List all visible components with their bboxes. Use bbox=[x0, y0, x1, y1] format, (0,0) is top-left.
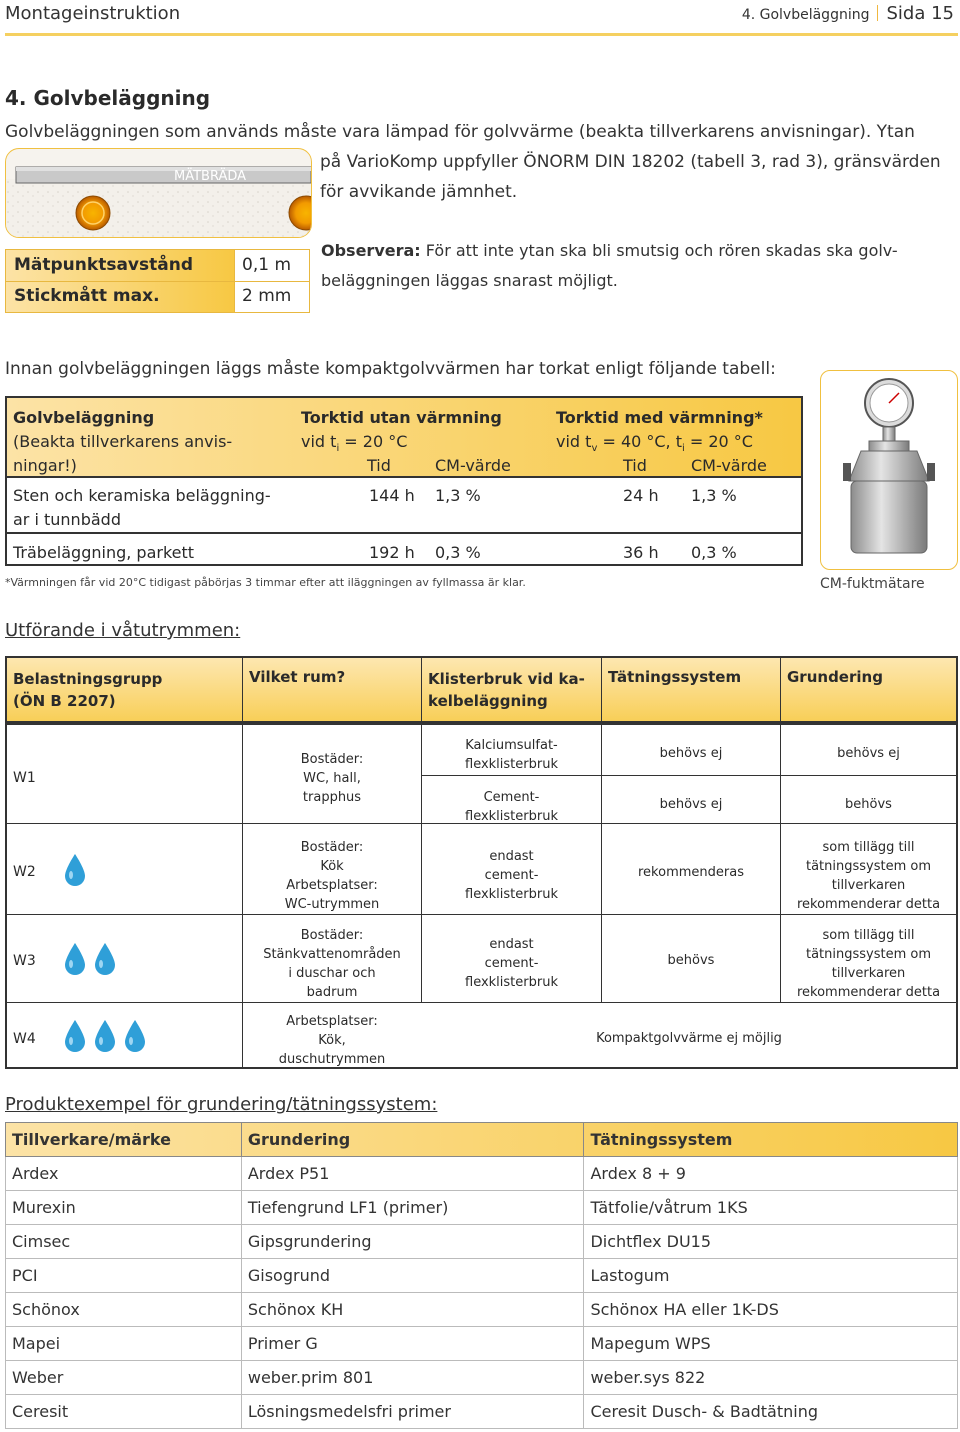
brand-cell: Cimsec bbox=[6, 1225, 242, 1259]
w1-adhesive-2: Cement- flexklisterbruk bbox=[465, 790, 558, 824]
measurement-table bbox=[5, 249, 310, 313]
intro-line-2: på VarioKomp uppfyller ÖNORM DIN 18202 (tabell 3, rad 3), gränsvärden bbox=[320, 152, 941, 172]
brand-cell: Schönox bbox=[6, 1293, 242, 1327]
table-row bbox=[6, 1361, 958, 1395]
section-heading: 4. Golvbeläggning bbox=[5, 86, 211, 110]
water-drop-icon bbox=[64, 942, 86, 976]
w2-sealing: rekommenderas bbox=[638, 865, 744, 880]
wet-hline-2 bbox=[7, 914, 956, 915]
header-rule bbox=[5, 33, 958, 36]
document-title: Montageinstruktion bbox=[5, 3, 181, 24]
drying-intro: Innan golvbeläggningen läggs måste kompaktgolvvärmen har torkat enligt följande tabell: bbox=[5, 359, 776, 379]
page-header-right bbox=[742, 3, 954, 24]
cm-meter-caption: CM-fuktmätare bbox=[820, 576, 925, 592]
section-name: 4. Golvbeläggning bbox=[741, 7, 870, 23]
w2-adhesive: endast cement- flexklisterbruk bbox=[465, 849, 558, 902]
w3-adhesive: endast cement- flexklisterbruk bbox=[465, 937, 558, 990]
w1-room: Bostäder: WC, hall, trapphus bbox=[300, 752, 364, 805]
header-divider bbox=[877, 5, 878, 21]
stone-cm-heat: 1,3 % bbox=[691, 486, 737, 505]
water-drop-icon bbox=[64, 853, 86, 887]
wet-head-room: Vilket rum? bbox=[249, 668, 346, 686]
observe-label: Observera: bbox=[321, 241, 421, 260]
sealing-cell: Ardex 8 + 9 bbox=[584, 1157, 958, 1191]
brand-cell: Murexin bbox=[6, 1191, 242, 1225]
measurement-row-divider bbox=[6, 281, 309, 282]
primer-cell: Primer G bbox=[241, 1327, 584, 1361]
w3-primer: som tillägg till tätningssystem om tillverkaren rekommenderar detta bbox=[796, 928, 941, 1000]
board-label: MÄTBRÄDA bbox=[174, 169, 247, 184]
stone-time-noheat: 144 h bbox=[369, 486, 415, 505]
sealing-cell: Ceresit Dusch- & Badtätning bbox=[584, 1395, 958, 1429]
water-drop-icon bbox=[94, 1019, 116, 1053]
primer-cell: Ardex P51 bbox=[241, 1157, 584, 1191]
sealing-cell: Lastogum bbox=[584, 1259, 958, 1293]
products-table bbox=[5, 1122, 958, 1429]
wet-rooms-title: Utförande i våtutrymmen: bbox=[5, 620, 241, 641]
primer-cell: Gipsgrundering bbox=[241, 1225, 584, 1259]
w2-drops bbox=[64, 853, 94, 887]
w2-primer: som tillägg till tätningssystem om tillverkaren rekommenderar detta bbox=[796, 840, 941, 912]
water-drop-icon bbox=[64, 1019, 86, 1053]
w1-primer-1: behövs ej bbox=[837, 746, 900, 761]
observe-note-line-1 bbox=[321, 236, 898, 266]
table-row bbox=[6, 1191, 958, 1225]
w1-primer-2: behövs bbox=[845, 797, 892, 812]
w3-drops bbox=[64, 942, 124, 976]
drying-col3-sub: vid $t_v = 40$ °C, $t_i = 20$ °C bbox=[556, 432, 753, 454]
drying-col1-title: Golvbeläggning bbox=[13, 408, 155, 427]
primer-cell: weber.prim 801 bbox=[241, 1361, 584, 1395]
drying-table bbox=[5, 396, 803, 568]
primer-cell: Tiefengrund LF1 (primer) bbox=[241, 1191, 584, 1225]
water-drop-icon bbox=[94, 942, 116, 976]
w3-room: Bostäder: Stänkvattenområden i duschar och badrum bbox=[263, 928, 401, 1000]
wet-head-primer: Grundering bbox=[787, 668, 883, 686]
drying-footnote: *Värmningen får vid 20°C tidigast påbörjas 3 timmar efter att iläggningen av fyllmassa är klar. bbox=[5, 576, 526, 589]
w4-room: Arbetsplatser: Kök, duschutrymmen bbox=[278, 1014, 386, 1067]
drying-col2-tid: Tid bbox=[367, 456, 391, 475]
wet-hline-w1-split bbox=[421, 775, 956, 776]
brand-cell: PCI bbox=[6, 1259, 242, 1293]
observe-note-line-2: beläggningen läggas snarast möjligt. bbox=[321, 271, 618, 290]
table-row bbox=[6, 1225, 958, 1259]
table-row bbox=[6, 1327, 958, 1361]
intro-line-3: för avvikande jämnhet. bbox=[320, 182, 518, 202]
page-number: Sida 15 bbox=[886, 3, 954, 24]
sealing-cell: Mapegum WPS bbox=[584, 1327, 958, 1361]
wood-time-heat: 36 h bbox=[623, 543, 659, 562]
sealing-cell: weber.sys 822 bbox=[584, 1361, 958, 1395]
sealing-cell: Schönox HA eller 1K-DS bbox=[584, 1293, 958, 1327]
products-header-row bbox=[6, 1123, 958, 1157]
w2-label: W2 bbox=[13, 864, 36, 880]
table-row bbox=[6, 1293, 958, 1327]
drying-col1-sub1: (Beakta tillverkarens anvis- bbox=[13, 432, 233, 451]
measure-label-distance: Mätpunktsavstånd bbox=[14, 255, 193, 275]
stone-cm-noheat: 1,3 % bbox=[435, 486, 481, 505]
stone-name-2: ar i tunnbädd bbox=[13, 510, 121, 529]
intro-line-1: Golvbeläggningen som används måste vara lämpad för golvvärme (beakta tillverkarens anvisningar). Ytan bbox=[5, 122, 915, 142]
w2-room: Bostäder: Kök Arbetsplatser: WC-utrymmen bbox=[284, 840, 380, 912]
wood-name: Träbeläggning, parkett bbox=[13, 543, 195, 562]
drying-row-stone bbox=[5, 476, 803, 534]
measure-value-gap: 2 mm bbox=[242, 286, 292, 306]
primer-cell: Lösningsmedelsfri primer bbox=[241, 1395, 584, 1429]
measure-value-distance: 0,1 m bbox=[242, 255, 291, 275]
brand-cell: Ardex bbox=[6, 1157, 242, 1191]
table-row bbox=[6, 1395, 958, 1429]
w4-note: Kompaktgolvvärme ej möjlig bbox=[596, 1031, 782, 1046]
w4-drops bbox=[64, 1019, 154, 1053]
stone-time-heat: 24 h bbox=[623, 486, 659, 505]
w1-sealing-2: behövs ej bbox=[659, 797, 723, 812]
wood-cm-noheat: 0,3 % bbox=[435, 543, 481, 562]
primer-cell: Schönox KH bbox=[241, 1293, 584, 1327]
products-title: Produktexempel för grundering/tätningssystem: bbox=[5, 1094, 438, 1115]
wet-rooms-table bbox=[5, 656, 958, 1069]
wet-head-group: Belastningsgrupp (ÖN B 2207) bbox=[13, 670, 163, 710]
products-head-brand: Tillverkare/märke bbox=[6, 1123, 242, 1157]
drying-col2-sub: vid $t_i = 20$ °C bbox=[301, 432, 408, 454]
brand-cell: Mapei bbox=[6, 1327, 242, 1361]
w1-adhesive-1: Kalciumsulfat- flexklisterbruk bbox=[465, 738, 558, 772]
brand-cell: Ceresit bbox=[6, 1395, 242, 1429]
measure-label-gap: Stickmått max. bbox=[14, 286, 160, 306]
wet-vline-3 bbox=[601, 658, 602, 1002]
drying-col3-cm: CM-värde bbox=[691, 456, 767, 475]
wood-cm-heat: 0,3 % bbox=[691, 543, 737, 562]
wet-head-sealing: Tätningssystem bbox=[608, 668, 742, 686]
brand-cell: Weber bbox=[6, 1361, 242, 1395]
primer-cell: Gisogrund bbox=[241, 1259, 584, 1293]
water-drop-icon bbox=[124, 1019, 146, 1053]
wet-head-adhesive: Klisterbruk vid ka- kelbeläggning bbox=[428, 670, 585, 710]
w1-label: W1 bbox=[13, 770, 36, 786]
drying-col2-title: Torktid utan värmning bbox=[301, 408, 502, 427]
stone-name-1: Sten och keramiska beläggning- bbox=[13, 486, 271, 505]
observe-text-1: För att inte ytan ska bli smutsig och rören skadas ska golv- bbox=[420, 241, 898, 260]
floor-section-graphic bbox=[6, 149, 311, 237]
measuring-board-illustration bbox=[5, 148, 312, 238]
drying-col1-sub2: ningar!) bbox=[13, 456, 77, 475]
w1-sealing-1: behövs ej bbox=[659, 746, 723, 761]
table-row bbox=[6, 1259, 958, 1293]
w3-sealing: behövs bbox=[667, 953, 715, 968]
cm-meter-illustration bbox=[820, 370, 958, 570]
products-head-sealing: Tätningssystem bbox=[584, 1123, 958, 1157]
wet-header-rule bbox=[7, 721, 956, 723]
sealing-cell: Tätfolie/våtrum 1KS bbox=[584, 1191, 958, 1225]
drying-col2-cm: CM-värde bbox=[435, 456, 511, 475]
drying-col3-tid: Tid bbox=[623, 456, 647, 475]
products-head-primer: Grundering bbox=[241, 1123, 584, 1157]
sealing-cell: Dichtflex DU15 bbox=[584, 1225, 958, 1259]
drying-col3-title: Torktid med värmning* bbox=[556, 408, 763, 427]
w3-label: W3 bbox=[13, 953, 36, 969]
cm-meter-graphic bbox=[821, 371, 957, 569]
wet-hline-3 bbox=[7, 1002, 956, 1003]
w4-label: W4 bbox=[13, 1031, 36, 1047]
table-row bbox=[6, 1157, 958, 1191]
wood-time-noheat: 192 h bbox=[369, 543, 415, 562]
